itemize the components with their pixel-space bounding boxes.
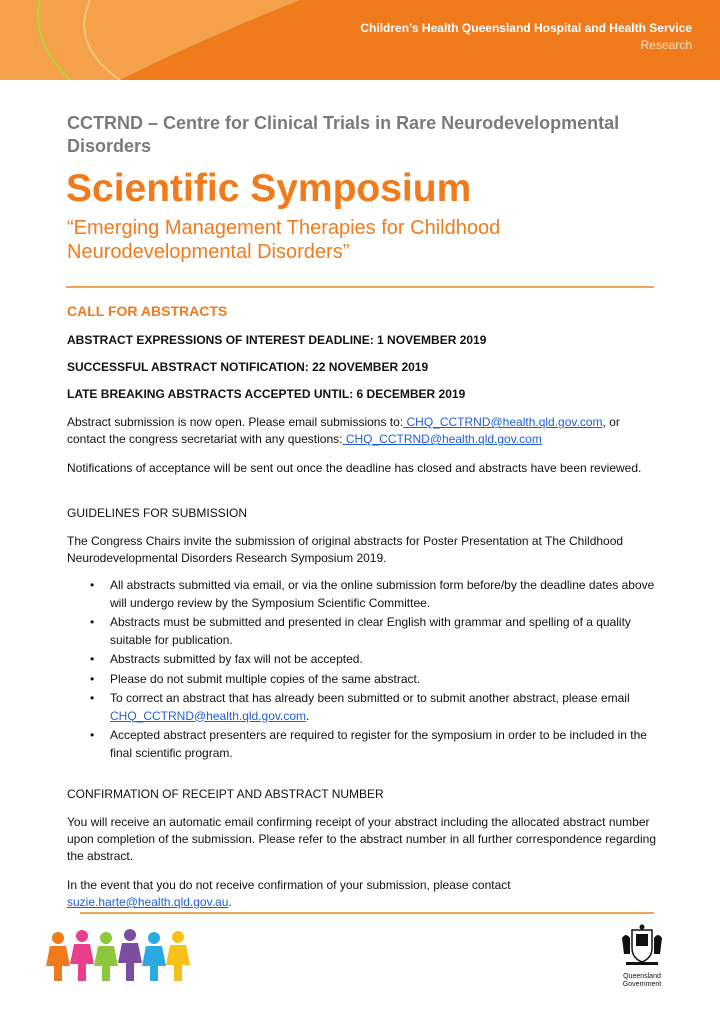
header-dept-line: Research	[640, 38, 692, 52]
submission-email-link-2[interactable]: CHQ_CCTRND@health.qld.gov.com	[342, 432, 542, 446]
header-org-text	[360, 20, 692, 54]
submission-paragraph	[67, 414, 657, 448]
crest-label-1: Queensland	[623, 973, 661, 980]
guidelines-list	[90, 577, 660, 764]
submission-email-link-1[interactable]: CHQ_CCTRND@health.qld.gov.com	[403, 415, 603, 429]
queensland-government-logo	[616, 924, 668, 989]
bullet-text: Please do not submit multiple copies of the same abstract.	[110, 671, 421, 686]
bullet-text: Abstracts must be submitted and presented in clear English with grammar and spelling of a quality suitable for publication.	[110, 615, 631, 647]
bullet-icon: •	[90, 671, 95, 686]
crest-label-2: Government	[622, 981, 662, 988]
confirmation-heading: CONFIRMATION OF RECEIPT AND ABSTRACT NUMBER	[67, 787, 384, 801]
bullet-text: Abstracts submitted by fax will not be accepted.	[110, 652, 363, 666]
list-item	[90, 671, 660, 689]
centre-name: CCTRND – Centre for Clinical Trials in Rare Neurodevelopmental Disorders	[67, 113, 620, 156]
list-item	[90, 614, 660, 649]
bullet-text: Accepted abstract presenters are required to register for the symposium in order to be included in the final scientific program.	[110, 728, 647, 760]
call-for-abstracts-heading: CALL FOR ABSTRACTS	[67, 303, 228, 319]
deadline-notification: SUCCESSFUL ABSTRACT NOTIFICATION: 22 NOVEMBER 2019	[67, 360, 429, 374]
crest-icon	[618, 924, 666, 968]
submission-text-1: Abstract submission is now open. Please email submissions to:	[67, 415, 404, 429]
list-item	[90, 690, 660, 725]
contact-paragraph	[67, 877, 657, 911]
list-item	[90, 727, 660, 762]
contact-email-link[interactable]: suzie.harte@health.qld.gov.au	[67, 895, 229, 909]
submission-text-2: , or contact the congress secretariat with any questions:	[67, 415, 620, 446]
deadline-eoi: ABSTRACT EXPRESSIONS OF INTEREST DEADLINE: 1 NOVEMBER 2019	[67, 333, 487, 347]
bottom-divider	[80, 912, 654, 914]
bullet-email-end: .	[306, 708, 310, 723]
bullet-icon: •	[90, 691, 95, 705]
bullet-icon: •	[90, 615, 95, 629]
deadline-late-breaking: LATE BREAKING ABSTRACTS ACCEPTED UNTIL: 6 DECEMBER 2019	[67, 387, 466, 401]
list-item	[90, 577, 660, 612]
bullet-icon: •	[90, 728, 95, 742]
guidelines-heading: GUIDELINES FOR SUBMISSION	[67, 506, 248, 520]
bullet-icon: •	[90, 578, 95, 592]
bullet-email-link[interactable]: CHQ_CCTRND@health.qld.gov.com	[110, 708, 307, 723]
confirmation-paragraph: You will receive an automatic email confirming receipt of your abstract including the allocated abstract number upon completion of the submission. Please refer to the abstract number in all further correspondence regarding the abstract.	[67, 815, 656, 863]
bullet-text: To correct an abstract that has already been submitted or to submit another abstract, please email	[110, 691, 630, 705]
page-subtitle: “Emerging Management Therapies for Childhood Neurodevelopmental Disorders”	[67, 217, 501, 263]
notifications-paragraph: Notifications of acceptance will be sent out once the deadline has closed and abstracts have been reviewed.	[67, 461, 642, 475]
children-logo-icon	[46, 926, 196, 984]
page-title: Scientific Symposium	[66, 167, 472, 210]
bullet-text: All abstracts submitted via email, or via the online submission form before/by the deadline dates above will undergo review by the Symposium Scientific Committee.	[110, 578, 655, 610]
header-banner	[0, 0, 720, 80]
top-divider	[66, 286, 654, 288]
header-org-line: Children’s Health Queensland Hospital and Health Service	[360, 21, 692, 35]
guidelines-intro: The Congress Chairs invite the submission of original abstracts for Poster Presentation at The Childhood Neurodevelopmental Disorders Research Symposium 2019.	[67, 534, 624, 565]
bullet-icon: •	[90, 652, 95, 666]
contact-text: In the event that you do not receive confirmation of your submission, please contact	[67, 878, 511, 892]
list-item	[90, 651, 660, 669]
contact-end: .	[228, 895, 232, 909]
